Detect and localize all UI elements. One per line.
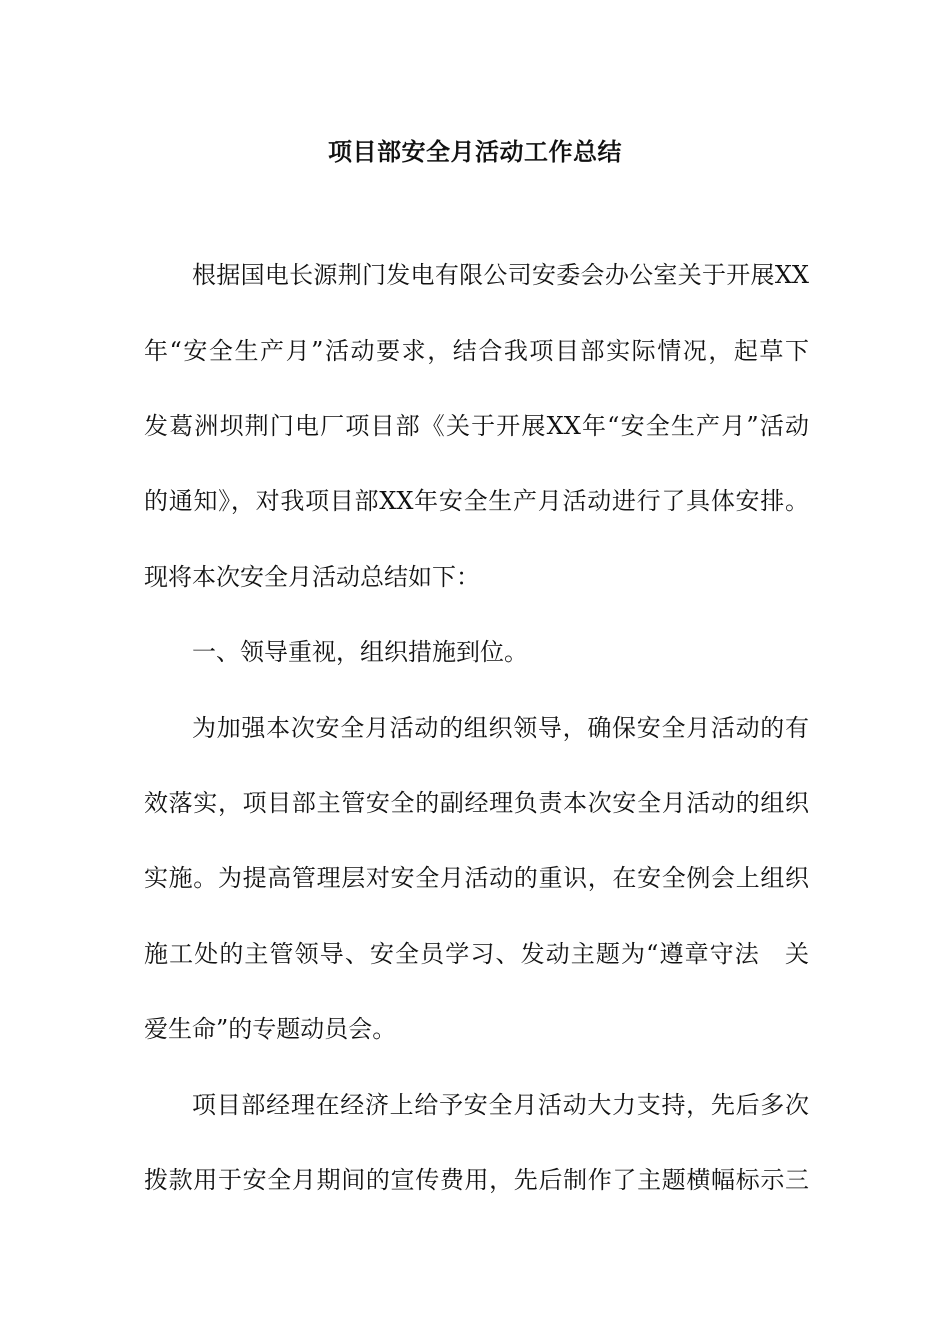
paragraph-line: 的通知》，对我项目部XX年安全生产月活动进行了具体安排。 [144, 487, 809, 515]
paragraph-line: 为加强本次安全月活动的组织领导，确保安全月活动的有 [192, 714, 809, 742]
document-title: 项目部安全月活动工作总结 [328, 138, 622, 166]
paragraph-line: 爱生命”的专题动员会。 [144, 1015, 397, 1043]
section-heading: 一、领导重视，组织措施到位。 [192, 638, 528, 666]
paragraph-line: 现将本次安全月活动总结如下： [144, 563, 480, 591]
paragraph-line: 施工处的主管领导、安全员学习、发动主题为“遵章守法 关 [144, 940, 809, 968]
paragraph-line: 拨款用于安全月期间的宣传费用，先后制作了主题横幅标示三 [144, 1166, 809, 1194]
paragraph-line: 效落实，项目部主管安全的副经理负责本次安全月活动的组织 [144, 789, 809, 817]
paragraph-line: 根据国电长源荆门发电有限公司安委会办公室关于开展XX [192, 261, 809, 289]
paragraph-line: 发葛洲坝荆门电厂项目部《关于开展XX年“安全生产月”活动 [144, 412, 809, 440]
paragraph-line: 项目部经理在经济上给予安全月活动大力支持，先后多次 [192, 1091, 809, 1119]
paragraph-line: 年“安全生产月”活动要求，结合我项目部实际情况，起草下 [144, 337, 809, 365]
paragraph-line: 实施。为提高管理层对安全月活动的重识，在安全例会上组织 [144, 864, 809, 892]
